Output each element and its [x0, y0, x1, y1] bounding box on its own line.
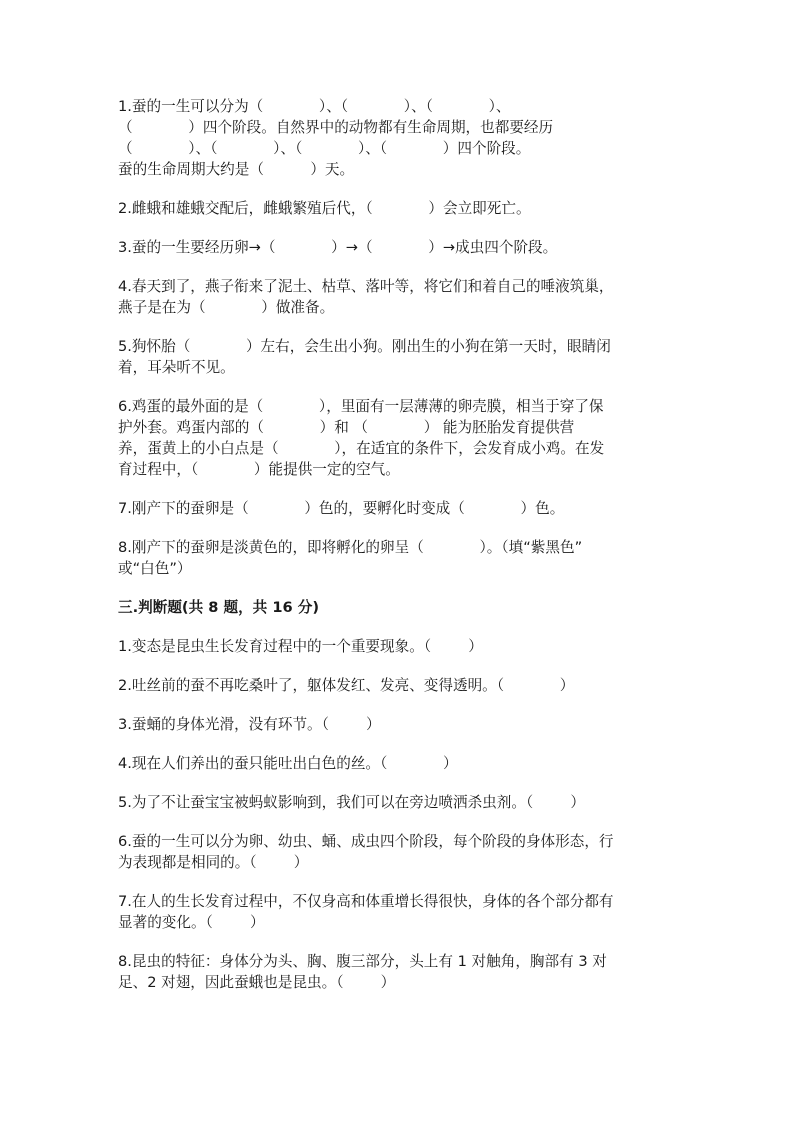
judgment-question — [118, 831, 678, 873]
fill-blank-question — [118, 276, 678, 318]
judgment-question-line: 3.蚕蛹的身体光滑，没有环节。（ ） — [118, 716, 381, 733]
fill-blank-question-line: （ ）、（ ）、（ ）、（ ）四个阶段。 — [118, 140, 531, 157]
judgment-question — [118, 792, 678, 813]
judgment-question-line: 7.在人的生长发育过程中，不仅身高和体重增长得很快，身体的各个部分都有 — [118, 893, 614, 910]
fill-blank-question-line: 养，蛋黄上的小白点是（ ），在适宜的条件下，会发育成小鸡。在发 — [118, 440, 605, 457]
judgment-question-line: 5.为了不让蚕宝宝被蚂蚁影响到，我们可以在旁边喷洒杀虫剂。（ ） — [118, 794, 585, 811]
fill-blank-question-line: 或“白色”） — [118, 560, 192, 577]
fill-blank-question-line: 蚕的生命周期大约是（ ）天。 — [118, 161, 355, 178]
judgment-question-list — [118, 636, 678, 993]
judgment-question-line: 2.吐丝前的蚕不再吃桑叶了，躯体发红、发亮、变得透明。（ ） — [118, 677, 575, 694]
judgment-question — [118, 636, 678, 657]
fill-blank-question — [118, 336, 678, 378]
fill-blank-question-line: 燕子是在为（ ）做准备。 — [118, 299, 335, 316]
judgment-question-line: 8.昆虫的特征：身体分为头、胸、腹三部分，头上有 1 对触角，胸部有 3 对 — [118, 953, 607, 970]
fill-blank-question-line: 5.狗怀胎（ ）左右，会生出小狗。刚出生的小狗在第一天时，眼睛闭 — [118, 338, 611, 355]
fill-blank-question-line: 7.刚产下的蚕卵是（ ）色的，要孵化时变成（ ）色。 — [118, 500, 565, 517]
judgment-question — [118, 951, 678, 993]
fill-blank-question — [118, 498, 678, 519]
fill-blank-question-line: 1.蚕的一生可以分为（ ）、（ ）、（ ）、 — [118, 98, 511, 115]
fill-blank-question — [118, 96, 678, 180]
section-title: 三.判断题(共 8 题，共 16 分) — [118, 599, 320, 616]
judgment-question-line: 4.现在人们养出的蚕只能吐出白色的丝。（ ） — [118, 755, 458, 772]
fill-blank-question — [118, 537, 678, 579]
worksheet-page — [118, 96, 678, 1011]
judgment-question-line: 为表现都是相同的。（ ） — [118, 854, 309, 871]
fill-blank-question-line: 护外套。鸡蛋内部的（ ）和 （ ） 能为胚胎发育提供营 — [118, 419, 575, 436]
judgment-question — [118, 714, 678, 735]
fill-blank-question — [118, 237, 678, 258]
fill-blank-question — [118, 396, 678, 480]
fill-blank-question-line: 育过程中，（ ）能提供一定的空气。 — [118, 461, 400, 478]
judgment-question — [118, 891, 678, 933]
judgment-question — [118, 675, 678, 696]
fill-blank-question-line: 3.蚕的一生要经历卵→（ ）→（ ）→成虫四个阶段。 — [118, 239, 558, 256]
judgment-question-line: 6.蚕的一生可以分为卵、幼虫、蛹、成虫四个阶段，每个阶段的身体形态，行 — [118, 833, 614, 850]
judgment-question-line: 1.变态是昆虫生长发育过程中的一个重要现象。（ ） — [118, 638, 483, 655]
judgment-question-line: 足、2 对翅，因此蚕蛾也是昆虫。（ ） — [118, 974, 396, 991]
fill-blank-question-line: 4.春天到了，燕子衔来了泥土、枯草、落叶等，将它们和着自己的唾液筑巢， — [118, 278, 614, 295]
judgment-question-line: 显著的变化。（ ） — [118, 914, 265, 931]
fill-blank-question — [118, 198, 678, 219]
fill-blank-question-line: （ ）四个阶段。自然界中的动物都有生命周期，也都要经历 — [118, 119, 554, 136]
fill-blank-question-list — [118, 96, 678, 579]
fill-blank-question-line: 2.雌蛾和雄蛾交配后，雌蛾繁殖后代，（ ）会立即死亡。 — [118, 200, 531, 217]
fill-blank-question-line: 6.鸡蛋的最外面的是（ ），里面有一层薄薄的卵壳膜，相当于穿了保 — [118, 398, 604, 415]
judgment-question — [118, 753, 678, 774]
fill-blank-question-line: 8.刚产下的蚕卵是淡黄色的，即将孵化的卵呈（ ）。（填“紫黑色” — [118, 539, 583, 556]
fill-blank-question-line: 着，耳朵听不见。 — [118, 359, 235, 376]
